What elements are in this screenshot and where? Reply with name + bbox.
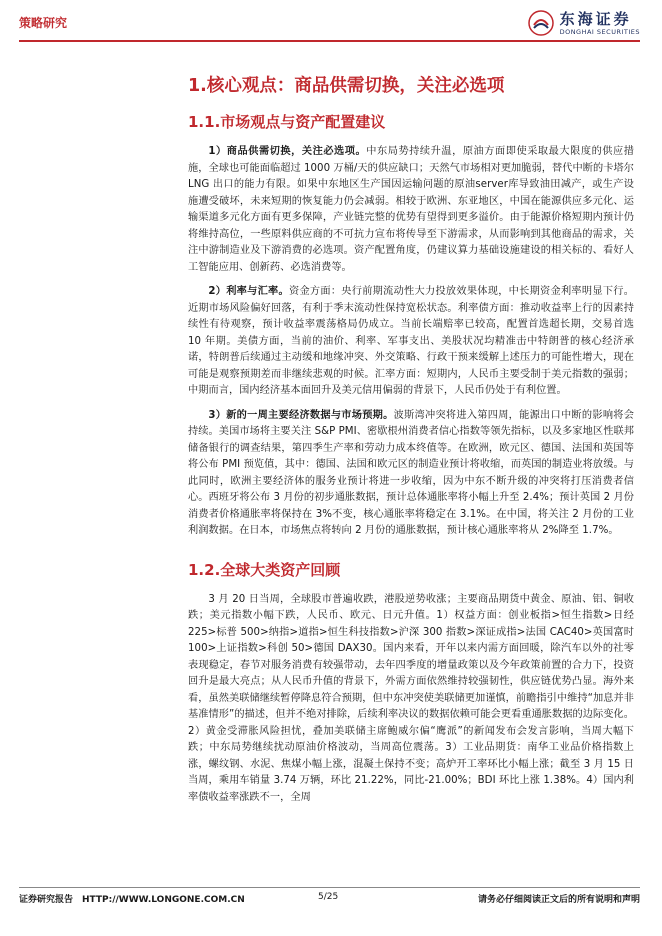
section-heading-1-1: 1.1.市场观点与资产配置建议	[188, 113, 386, 131]
paragraph-asset-review	[188, 592, 634, 807]
paragraph-body: 3 月 20 日当周，全球股市普遍收跌，港股逆势收涨；主要商品期货中黄金、原油、铝、铜收跌；美元指数小幅下跌，人民币、欧元、日元升值。1）权益方面：创业板指>恒生指数>日经 225>标普 500>纳指>道指>恒生科技指数>沪深 300 指数>深证成指>法国 CAC40>英国富时 100>上证指数>科创 50>德国 DAX30。国内来看，开年以来内需方面回暖，除汽车以外的社零表现稳定，春节对服务消费有较强带动，去年四季度的增量政策以及今年政策前置的合力下，投资回升是最大亮点；从人民币升值的背景下，外需方面依然维持较强韧性，供应链优势凸显。海外来看，虽然美联储继续暂停降息符合预期，但中东冲突使美联储更加谨慎，前瞻指引中维持“加息并非基准情形”的描述，但并不绝对排除，后续利率决议的数据依赖可能会更看重通胀数据的边际变化。2）黄金受滞胀风险担忧，叠加美联储主席鲍威尔偏“鹰派”的新闻发布会发言影响，当周大幅下跌；中东局势继续扰动原油价格波动，当周高位震荡。3）工业品期货：南华工业品价格指数上涨，螺纹钢、水泥、焦煤小幅上涨，混凝土保持不变；高炉开工率环比小幅上涨；截至 3 月 15 日当周，乘用车销量 3.74 万辆，环比 21.22%，同比-21.00%；BDI 环比上涨 1.38%。4）国内利率债收益率涨跌不一，全周	[188, 593, 634, 803]
paragraph-commodity	[188, 144, 634, 276]
footer-divider	[19, 887, 640, 888]
logo-name-en: DONGHAI SECURITIES	[559, 27, 640, 36]
section-tag: 策略研究	[19, 16, 68, 30]
main-content	[188, 74, 634, 814]
paragraph-lead: 3）新的一周主要经济数据与市场预期。	[208, 409, 394, 421]
page-number: 5/25	[318, 892, 339, 902]
paragraph-lead: 1）商品供需切换，关注必选项。	[208, 146, 367, 157]
paragraph-body: 资金方面：央行前期流动性大力投放效果体现，中长期资金利率明显下行。近期市场风险偏好回落，有利于季末流动性保持宽松状态。利率债方面：推动收益率上行的因素持续性有待观察，预计收益率震荡格局仍成立。当前长端赔率已较高，配置首选超长期，交易首选 10 年期。美债方面，当前的油价、利率、军事支出、美股状况均精准击中特朗普的核心经济承诺，特朗普后续通过主动缓和地缘冲突、外交策略、行政干预来缓解上述压力的可能性增大，现在可能是观察预期差而非继续悲观的时候。汇率方面：短期内，人民币主要受制于美元指数的强弱；中期而言，国内经济基本面回升及美元信用偏弱的背景下，人民币仍处于有利位置。	[188, 286, 634, 396]
chapter-heading: 1.核心观点：商品供需切换，关注必选项	[188, 76, 505, 96]
paragraph-weekly-outlook	[188, 408, 634, 540]
paragraph-body: 波斯湾冲突将进入第四周，能源出口中断的影响将会持续。美国市场将主要关注 S&P PMI、密歇根州消费者信心指数等领先指标，以及多家地区性联邦储备银行的调查结果，第四季生产率和劳动力成本终值等。在欧洲，欧元区、德国、法国和英国等将公布 PMI 预览值，其中：德国、法国和欧元区的制造业预计将收缩，而英国的制造业将放缓。与此同时，欧洲主要经济体的服务业预计将进一步收缩，因为中东不断升级的冲突将打压消费者信心。西班牙将公布 3 月份的初步通胀数据，预计总体通胀率将小幅上升至 2.4%；预计英国 2 月份消费者价格通胀率将保持在 3%不变，核心通胀率将稳定在 3.1%。在中国，将关注 2 月份的工业利润数据。在日本，市场焦点将转向 2 月份的通胀数据，预计核心通胀率将从 2%降至 1.7%。	[188, 409, 634, 536]
footer-source-link[interactable]: 证券研究报告 HTTP://WWW.LONGONE.COM.CN	[19, 895, 245, 905]
header-divider	[19, 40, 640, 42]
section-heading-1-2: 1.2.全球大类资产回顾	[188, 560, 341, 579]
logo-name-cn: 东海证券	[559, 9, 632, 28]
footer-disclaimer: 请务必仔细阅读正文后的所有说明和声明	[477, 895, 640, 905]
paragraph-rates-fx	[188, 284, 634, 400]
company-logo	[528, 10, 640, 36]
paragraph-lead: 2）利率与汇率。	[208, 286, 289, 297]
paragraph-body: 中东局势持续升温，原油方面即使采取最大限度的供应措施，全球也可能面临超过 1000 万桶/天的供应缺口；天然气市场相对更加脆弱，替代中断的卡塔尔 LNG 出口的能力有限。如果中东地区生产国因运输问题的原油server库导致油田减产，或生产设施遭受破坏，未来短期的恢复能力仍会减弱。相较于欧洲、东亚地区，中国在能源供应多元化、运输渠道多元化方面有更多保障，产业链完整的优势有望得到更多溢价。由于能源价格短期内预计仍将维持高位，一些原料供应商的不可抗力宣布将传导至下游需求，从而影响到其他商品的需求，关注中游制造业及下游消费的必选项。资产配置角度，仍建议算力基础设施建设的相关标的、看好人工智能应用、创新药、必选消费等。	[188, 146, 635, 273]
logo-mark-icon	[528, 10, 554, 36]
